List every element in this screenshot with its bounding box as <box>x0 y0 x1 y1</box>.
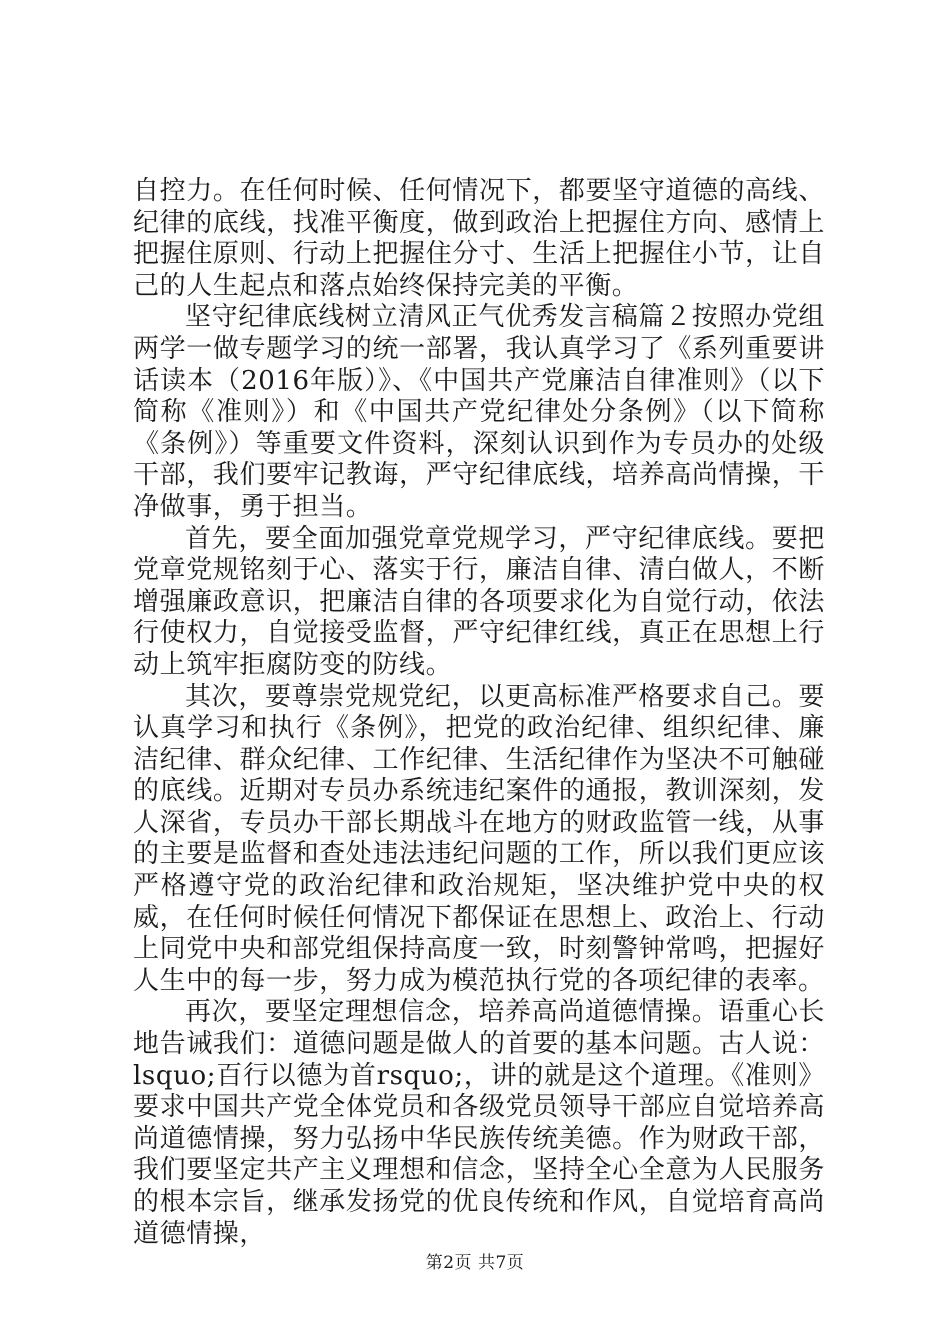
paragraph: 首先，要全面加强党章党规学习，严守纪律底线。要把党章党规铭刻于心、落实于行，廉洁自律、清白做人，不断增强廉政意识，把廉洁自律的各项要求化为自觉行动，依法行使权力，自觉接受监督，严守纪律红线，真正在思想上行动上筑牢拒腐防变的防线。 <box>133 523 825 680</box>
paragraph: 自控力。在任何时候、任何情况下，都要坚守道德的高线、纪律的底线，找准平衡度，做到政治上把握住方向、感情上把握住原则、行动上把握住分寸、生活上把握住小节，让自己的人生起点和落点始终保持完美的平衡。 <box>133 176 825 301</box>
paragraph: 坚守纪律底线树立清风正气优秀发言稿篇２按照办党组两学一做专题学习的统一部署，我认真学习了《系列重要讲话读本（2016年版）》、《中国共产党廉洁自律准则》（以下简称《准则》）和《中国共产党纪律处分条例》（以下简称《条例》）等重要文件资料，深刻认识到作为专员办的处级干部，我们要牢记教诲，严守纪律底线，培养高尚情操，干净做事，勇于担当。 <box>133 302 825 522</box>
paragraph: 其次，要尊崇党规党纪，以更高标准严格要求自己。要认真学习和执行《条例》，把党的政治纪律、组织纪律、廉洁纪律、群众纪律、工作纪律、生活纪律作为坚决不可触碰的底线。近期对专员办系统违纪案件的通报，教训深刻，发人深省，专员办干部长期战斗在地方的财政监管一线，从事的主要是监督和查处违法违纪问题的工作，所以我们更应该严格遵守党的政治纪律和政治规矩，坚决维护党中央的权威，在任何时候任何情况下都保证在思想上、政治上、行动上同党中央和部党组保持高度一致，时刻警钟常鸣，把握好人生中的每一步，努力成为模范执行党的各项纪律的表率。 <box>133 681 825 996</box>
paragraph: 再次，要坚定理想信念，培养高尚道德情操。语重心长地告诫我们：道德问题是做人的首要的基本问题。古人说：lsquo;百行以德为首rsquo;，讲的就是这个道理。《准则》要求中国共产党全体党员和各级党员领导干部应自觉培养高尚道德情操，努力弘扬中华民族传统美德。作为财政干部，我们要坚定共产主义理想和信念，坚持全心全意为人民服务的根本宗旨，继承发扬党的优良传统和作风，自觉培育高尚道德情操， <box>133 997 825 1249</box>
document-body <box>133 176 825 1250</box>
page-number-footer: 第2页 共7页 <box>425 1253 525 1273</box>
